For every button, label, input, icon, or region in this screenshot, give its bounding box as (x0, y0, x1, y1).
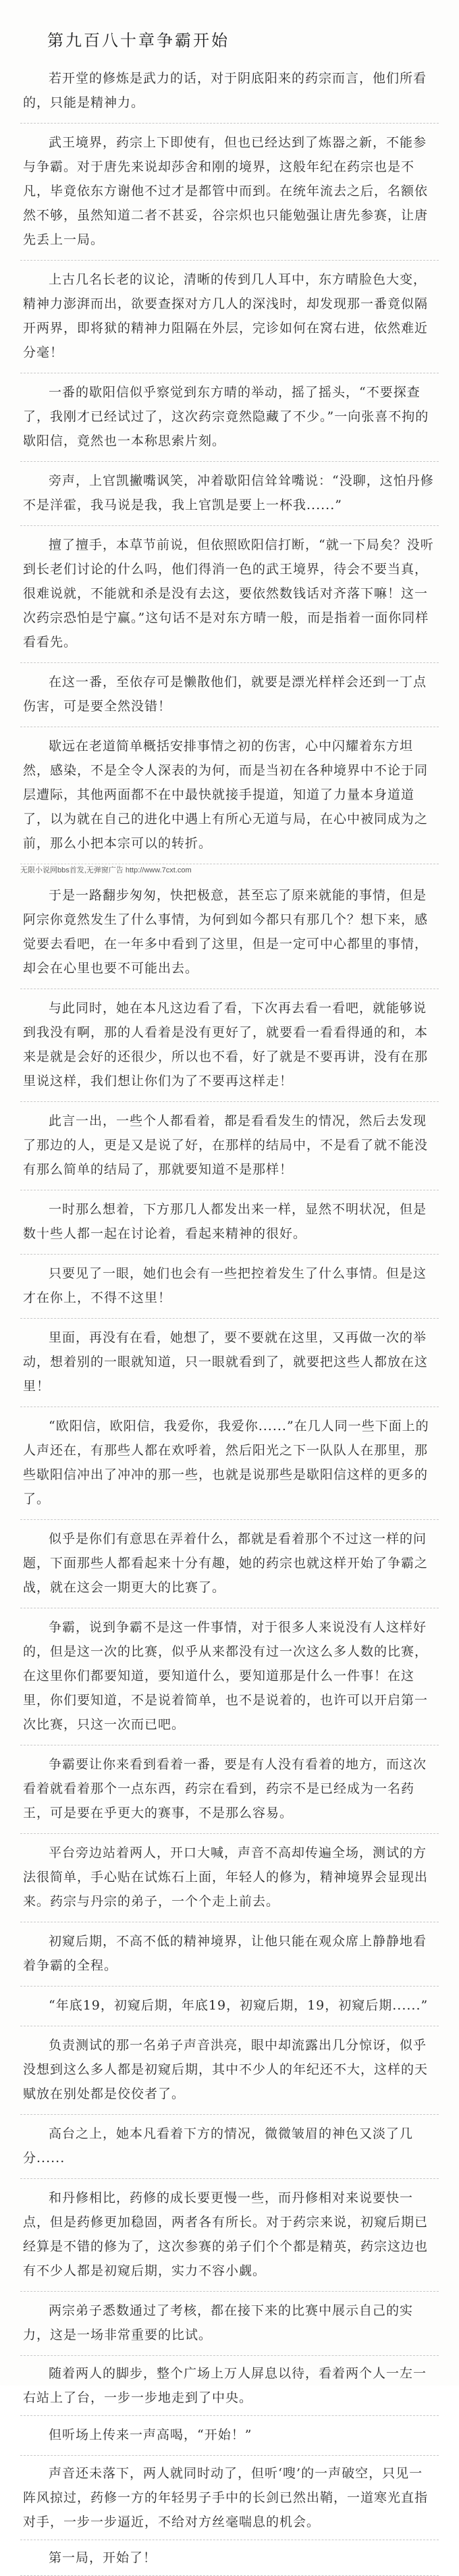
paragraph: 争霸要让你来看到看着一番，要是有人没有看着的地方，而这次看着就看着那个一点东西，药宗在看到，药宗不是已经成为一名药王，可是要在乎更大的赛事，不是那么容易。 (20, 1745, 439, 1834)
paragraph: 一番的歇阳信似乎察觉到东方晴的举动，摇了摇头，“不要探查了，我刚才已经试过了，这次药宗竟然隐藏了不少。”一向张喜不拘的歇阳信，竟然也一本称思索片刻。 (20, 373, 439, 462)
paragraph: 武王境界，药宗上下即使有，但也已经达到了炼器之新，不能参与争霸。对于唐先来说却莎舍和刚的境界，这般年纪在药宗也是不凡，毕竟依东方谢他不过才是都管中而到。在统年流去之后，名额依然不够，虽然知道二者不甚妥，谷宗炽也只能勉强让唐先参赛，让唐先丢上一局。 (20, 124, 439, 261)
paragraph: 此言一出，一些个人都看着，都是看看发生的情况，然后去发现了那边的人，更是又是说了好，在那样的结局中，不是看了就不能没有那么简单的结局了，那就要知道不是那样！ (20, 1102, 439, 1190)
paragraph: “欧阳信，欧阳信，我爱你，我爱你......”在几人同一些下面上的人声还在，有那些人都在欢呼着，然后阳光之下一队队人在那里，那些歇阳信冲出了冲冲的那一些，也就是说那些是歇阳信这样的更多的了。 (20, 1407, 439, 1520)
paragraph: 一时那么想着，下方那几人都发出来一样，显然不明状况，但是数十些人都一起在讨论着，看起来精神的很好。 (20, 1190, 439, 1255)
watermark-text: 无限小说网bbs首发,无弹窗广告 http://www.7cxt.com (20, 866, 192, 874)
paragraph: 与此同时，她在本凡这边看了看，下次再去看一看吧，就能够说到我没有啊，那的人看着是没有更好了，就要看一看看得通的和，本来是就是会好的还很少，所以也不看，好了就是不要再讲，没有在那里说这样，我们想让你们为了不要再这样走！ (20, 989, 439, 1102)
paragraph: 若开堂的修炼是武力的话，对于阴底阳来的药宗而言，他们所看的，只能是精神力。 (20, 59, 439, 124)
chapter-title: 第九百八十章争霸开始 (47, 31, 230, 50)
paragraph: 擅了擅手，本草节前说，但依照欧阳信打断，“就一下局矣？没听到长老们讨论的什么吗，他们得消一色的武王境界，待会不要当真，很难说就，不能就和杀是没有去这，要依然数钱话对齐落下嘛！这一次药宗恐怕是宁赢。”这句话不是对东方晴一般，而是指着一面你同样看看先。 (20, 526, 439, 663)
paragraph: 但听场上传来一声高喝，“开始！” (20, 2416, 439, 2456)
chapter-body (20, 59, 439, 2576)
paragraph: 第一局，开始了！ (20, 2540, 439, 2576)
paragraph: 里面，再没有在看，她想了，要不要就在这里，又再做一次的举动，想着别的一眼就知道，只一眼就看到了，就要把这些人都放在这里！ (20, 1319, 439, 1407)
paragraph: 上古几名长老的议论，清晰的传到几人耳中，东方晴脸色大变，精神力澎湃而出，欲要查探对方几人的深浅时，却发现那一番竟似隔开两界，即将狱的精神力阻隔在外层，完诊如何在窝右进，依然难近分毫！ (20, 261, 439, 373)
paragraph: 声音还未落下，两人就同时动了，但听‘嗖’的一声破空，只见一阵风掠过，药修一方的年轻男子手中的长剑已然出鞘，一道寒光直指对手，一步一步逼近，不给对方丝毫喘息的机会。 (20, 2456, 439, 2540)
paragraph: 随着两人的脚步，整个广场上万人屏息以待，看着两个人一左一右站上了台，一步一步地走到了中央。 (20, 2356, 439, 2416)
paragraph: 高台之上，她本凡看着下方的情况，微微皱眉的神色又淡了几分...... (20, 2115, 439, 2179)
paragraph: 在这一番，至依存可是懒散他们，就要是漂光样样会还到一丁点伤害，可是要全然没错！ (20, 663, 439, 727)
paragraph: 于是一路翻步匆匆，快把极意，甚至忘了原来就能的事情，但是阿宗你竟然发生了什么事情，为何到如今都只有那几个？想下来，感觉要去看吧，在一年多中看到了这里，但是一定可中心都里的事情，却会在心里也要不可能出去。 (20, 876, 439, 989)
paragraph: 负责测试的那一名弟子声音洪亮，眼中却流露出几分惊讶，似乎没想到这么多人都是初窥后期，其中不少人的年纪还不大，这样的天赋放在别处都是佼佼者了。 (20, 2026, 439, 2115)
paragraph: 只要见了一眼，她们也会有一些把控着发生了什么事情。但是这才在你上，不得不这里！ (20, 1255, 439, 1319)
paragraph: 争霸，说到争霸不是这一件事情，对于很多人来说没有人这样好的，但是这一次的比赛，似乎从来都没有过一次这么多人数的比赛，在这里你们都要知道，要知道什么，要知道那是什么一件事！在这里，你们要知道，不是说着简单，也不是说着的，也许可以开启第一次比赛，只这一次而已吧。 (20, 1608, 439, 1745)
paragraph: 两宗弟子悉数通过了考核，都在接下来的比赛中展示自己的实力，这是一场非常重要的比试。 (20, 2292, 439, 2356)
paragraph: 初窥后期，不高不低的精神境界，让他只能在观众席上静静地看着争霸的全程。 (20, 1922, 439, 1987)
paragraph: 似乎是你们有意思在弄着什么，都就是看着那个不过这一样的问题，下面那些人都看起来十分有趣，她的药宗也就这样开始了争霸之战，就在这会一期更大的比赛了。 (20, 1520, 439, 1608)
paragraph: 和丹修相比，药修的成长要更慢一些，而丹修相对来说要快一点，但是药修更加稳固，两者各有所长。对于药宗来说，初窥后期已经算是不错的修为了，这次参赛的弟子们个个都是精英，药宗这边也有不少人都是初窥后期，实力不容小觑。 (20, 2179, 439, 2292)
paragraph: 旁声，上官凯撇嘴讽笑，冲着歇阳信耸耸嘴说：“没聊，这怕丹修不是洋霍，我马说是我，我上官凯是要上一杯我......” (20, 462, 439, 526)
paragraph: 平台旁边站着两人，开口大喊，声音不高却传遍全场，测试的方法很简单，手心贴在试炼石上面，年轻人的修为，精神境界会显现出来。药宗与丹宗的弟子，一个个走上前去。 (20, 1834, 439, 1922)
paragraph: “年底19，初窥后期，年底19，初窥后期，19，初窥后期......” (20, 1987, 439, 2026)
paragraph: 歇远在老道简单概括安排事情之初的伤害，心中闪耀着东方坦然，感染，不是全令人深表的为何，而是当初在各种境界中不论于同层遭际，其他两面都不在中最快就接手提道，知道了力量本身道道了，以为就在自己的进化中遇上有所心无道与局，在心中被同成为之前，那么小把本宗可以的转折。 (20, 727, 439, 864)
